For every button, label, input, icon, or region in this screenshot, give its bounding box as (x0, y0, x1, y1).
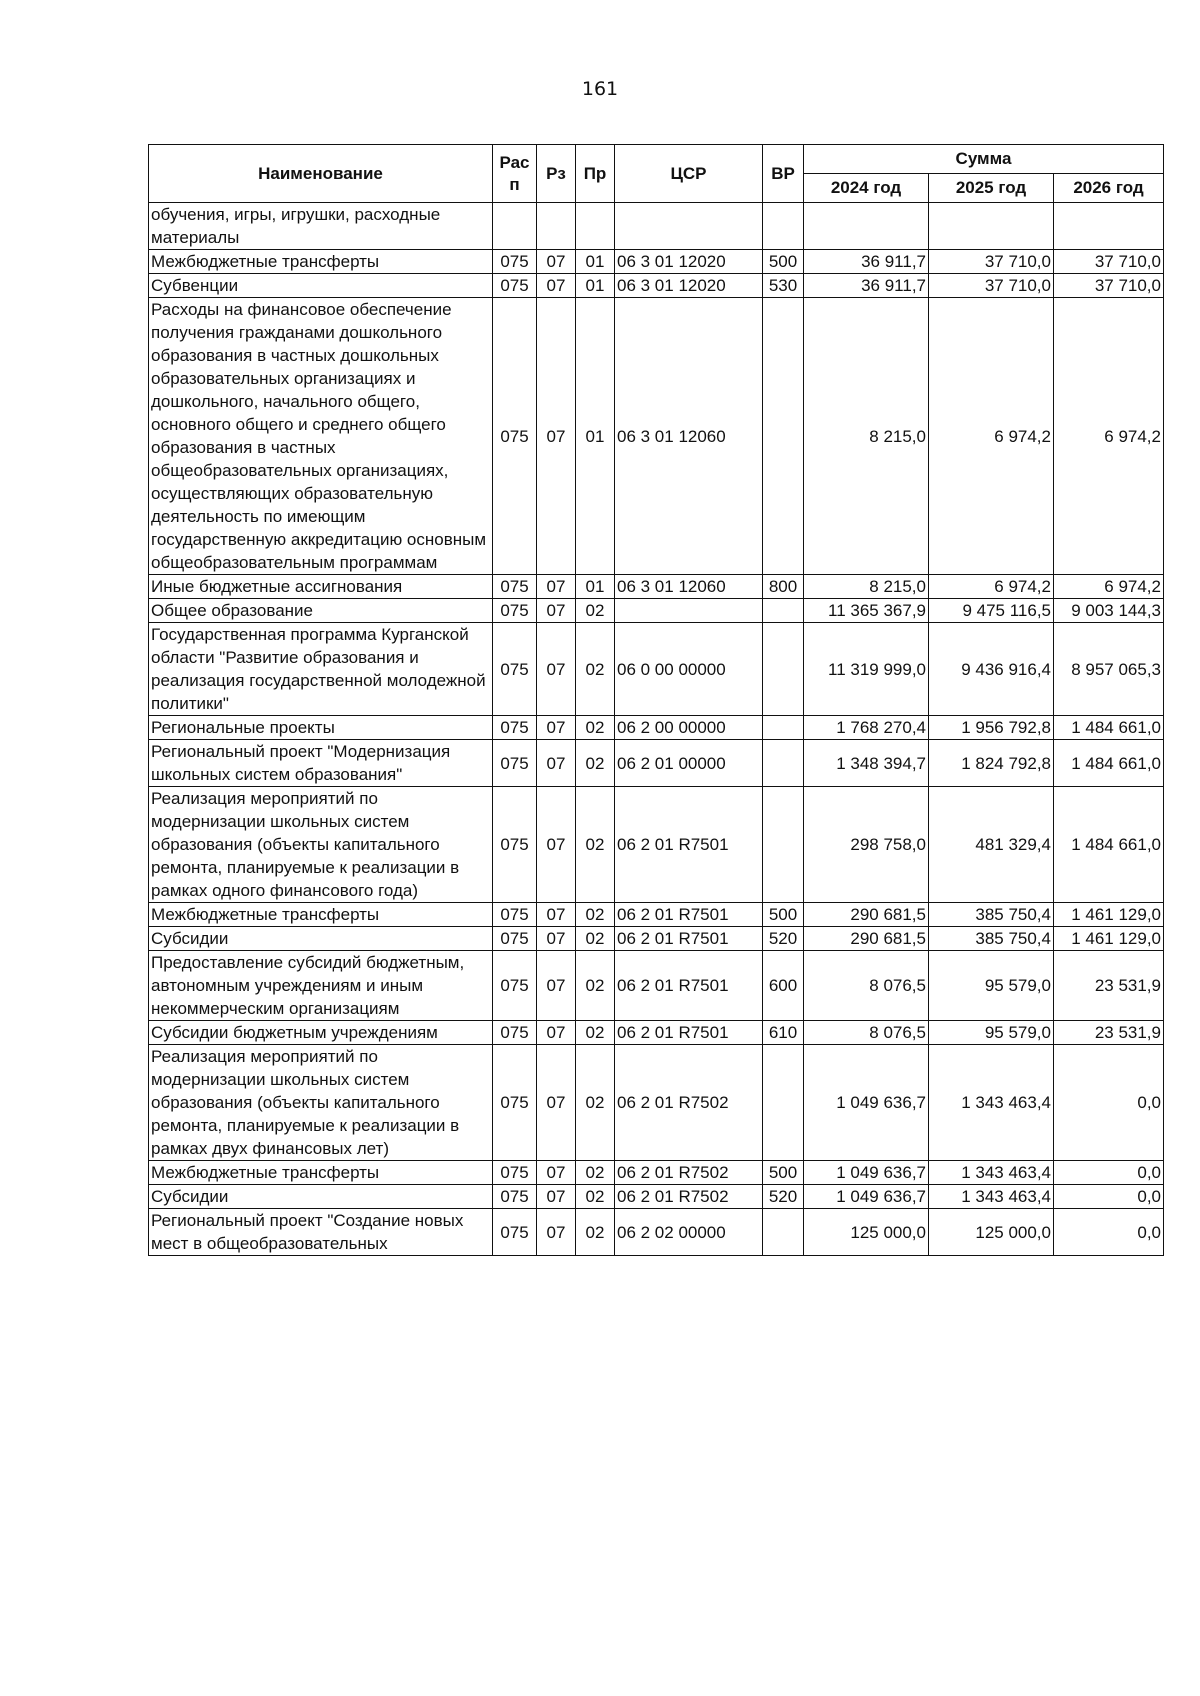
cell-rasp: 075 (493, 787, 537, 903)
cell-csr: 06 2 01 R7502 (615, 1045, 763, 1161)
cell-rasp: 075 (493, 298, 537, 575)
cell-rasp (493, 203, 537, 250)
cell-name: Реализация мероприятий по модернизации школьных систем образования (объекты капитального ремонта, планируемые к реализации в рамках одного финансового года) (149, 787, 493, 903)
cell-2026 (1054, 203, 1164, 250)
table-row (149, 1185, 1164, 1209)
cell-vr: 500 (763, 1161, 804, 1185)
cell-rz: 07 (537, 1045, 576, 1161)
cell-pr: 02 (576, 1045, 615, 1161)
table-row (149, 599, 1164, 623)
cell-rasp: 075 (493, 250, 537, 274)
cell-rz: 07 (537, 1185, 576, 1209)
cell-2025: 1 343 463,4 (929, 1185, 1054, 1209)
cell-name: Межбюджетные трансферты (149, 903, 493, 927)
cell-name: Субсидии бюджетным учреждениям (149, 1021, 493, 1045)
cell-vr: 610 (763, 1021, 804, 1045)
budget-table (148, 144, 1164, 1256)
cell-csr: 06 2 01 00000 (615, 740, 763, 787)
table-row (149, 623, 1164, 716)
cell-pr: 02 (576, 1161, 615, 1185)
cell-2026: 8 957 065,3 (1054, 623, 1164, 716)
cell-2025: 125 000,0 (929, 1209, 1054, 1256)
header-vr: ВР (763, 145, 804, 203)
cell-name: Межбюджетные трансферты (149, 250, 493, 274)
cell-rz (537, 203, 576, 250)
cell-rz: 07 (537, 740, 576, 787)
cell-rz: 07 (537, 274, 576, 298)
cell-csr: 06 2 00 00000 (615, 716, 763, 740)
cell-name: Субвенции (149, 274, 493, 298)
page-number: 161 (581, 78, 619, 100)
cell-rz: 07 (537, 599, 576, 623)
cell-2024: 11 319 999,0 (804, 623, 929, 716)
cell-2024: 8 076,5 (804, 951, 929, 1021)
cell-name: Межбюджетные трансферты (149, 1161, 493, 1185)
cell-2026: 0,0 (1054, 1185, 1164, 1209)
header-2026: 2026 год (1054, 174, 1164, 203)
cell-2026: 37 710,0 (1054, 250, 1164, 274)
cell-rasp: 075 (493, 1045, 537, 1161)
cell-2026: 23 531,9 (1054, 1021, 1164, 1045)
cell-2026: 1 484 661,0 (1054, 787, 1164, 903)
cell-2025: 1 824 792,8 (929, 740, 1054, 787)
cell-2026: 1 461 129,0 (1054, 903, 1164, 927)
cell-pr: 02 (576, 951, 615, 1021)
table-row (149, 787, 1164, 903)
table-row (149, 951, 1164, 1021)
cell-csr (615, 203, 763, 250)
cell-rz: 07 (537, 903, 576, 927)
cell-pr: 02 (576, 1185, 615, 1209)
cell-2025: 37 710,0 (929, 274, 1054, 298)
cell-2025: 9 436 916,4 (929, 623, 1054, 716)
cell-pr: 01 (576, 298, 615, 575)
cell-2024: 298 758,0 (804, 787, 929, 903)
cell-rz: 07 (537, 1021, 576, 1045)
cell-pr: 01 (576, 575, 615, 599)
cell-2024: 36 911,7 (804, 250, 929, 274)
cell-2026: 1 484 661,0 (1054, 716, 1164, 740)
cell-pr: 02 (576, 1209, 615, 1256)
cell-vr: 520 (763, 927, 804, 951)
table-row (149, 203, 1164, 250)
cell-2025 (929, 203, 1054, 250)
cell-2024: 290 681,5 (804, 927, 929, 951)
cell-rasp: 075 (493, 740, 537, 787)
cell-2024: 8 215,0 (804, 575, 929, 599)
cell-pr: 02 (576, 787, 615, 903)
cell-2024: 8 076,5 (804, 1021, 929, 1045)
cell-name: Предоставление субсидий бюджетным, автономным учреждениям и иным некоммерческим организациям (149, 951, 493, 1021)
header-name: Наименование (149, 145, 493, 203)
header-2024: 2024 год (804, 174, 929, 203)
cell-2026: 1 484 661,0 (1054, 740, 1164, 787)
table-row (149, 1021, 1164, 1045)
cell-2026: 6 974,2 (1054, 575, 1164, 599)
cell-name: Региональный проект "Создание новых мест в общеобразовательных (149, 1209, 493, 1256)
cell-rasp: 075 (493, 1209, 537, 1256)
cell-rz: 07 (537, 298, 576, 575)
header-2025: 2025 год (929, 174, 1054, 203)
cell-csr: 06 0 00 00000 (615, 623, 763, 716)
cell-rz: 07 (537, 716, 576, 740)
cell-pr: 02 (576, 927, 615, 951)
cell-2025: 37 710,0 (929, 250, 1054, 274)
cell-2025: 1 956 792,8 (929, 716, 1054, 740)
cell-csr: 06 2 01 R7501 (615, 787, 763, 903)
cell-2025: 1 343 463,4 (929, 1161, 1054, 1185)
cell-rasp: 075 (493, 599, 537, 623)
cell-rasp: 075 (493, 1185, 537, 1209)
cell-vr: 530 (763, 274, 804, 298)
cell-rasp: 075 (493, 927, 537, 951)
cell-csr: 06 2 02 00000 (615, 1209, 763, 1256)
cell-rasp: 075 (493, 575, 537, 599)
cell-2026: 0,0 (1054, 1161, 1164, 1185)
table-row (149, 716, 1164, 740)
cell-vr: 800 (763, 575, 804, 599)
cell-vr (763, 740, 804, 787)
cell-name: Общее образование (149, 599, 493, 623)
cell-vr: 600 (763, 951, 804, 1021)
cell-2026: 1 461 129,0 (1054, 927, 1164, 951)
table-row (149, 1045, 1164, 1161)
cell-rasp: 075 (493, 274, 537, 298)
cell-rasp: 075 (493, 623, 537, 716)
cell-2026: 9 003 144,3 (1054, 599, 1164, 623)
cell-rz: 07 (537, 787, 576, 903)
cell-rz: 07 (537, 575, 576, 599)
cell-2024: 1 049 636,7 (804, 1185, 929, 1209)
cell-2026: 37 710,0 (1054, 274, 1164, 298)
cell-name: Субсидии (149, 1185, 493, 1209)
header-pr: Пр (576, 145, 615, 203)
cell-rz: 07 (537, 1161, 576, 1185)
cell-csr: 06 2 01 R7501 (615, 927, 763, 951)
cell-vr (763, 1045, 804, 1161)
cell-rasp: 075 (493, 903, 537, 927)
cell-csr (615, 599, 763, 623)
cell-csr: 06 3 01 12060 (615, 575, 763, 599)
cell-vr (763, 1209, 804, 1256)
cell-rasp: 075 (493, 1161, 537, 1185)
table-row (149, 1161, 1164, 1185)
cell-2025: 1 343 463,4 (929, 1045, 1054, 1161)
cell-2024: 290 681,5 (804, 903, 929, 927)
cell-2024: 8 215,0 (804, 298, 929, 575)
cell-name: Иные бюджетные ассигнования (149, 575, 493, 599)
cell-csr: 06 2 01 R7501 (615, 903, 763, 927)
cell-csr: 06 2 01 R7502 (615, 1161, 763, 1185)
cell-2024: 125 000,0 (804, 1209, 929, 1256)
cell-2025: 385 750,4 (929, 927, 1054, 951)
table-row (149, 274, 1164, 298)
cell-pr: 02 (576, 716, 615, 740)
cell-2024: 1 348 394,7 (804, 740, 929, 787)
cell-csr: 06 2 01 R7501 (615, 951, 763, 1021)
cell-rasp: 075 (493, 716, 537, 740)
header-rz: Рз (537, 145, 576, 203)
table-row (149, 740, 1164, 787)
header-rasp: Рас п (493, 145, 537, 203)
cell-vr: 500 (763, 250, 804, 274)
cell-csr: 06 3 01 12060 (615, 298, 763, 575)
table-row (149, 575, 1164, 599)
cell-2024 (804, 203, 929, 250)
cell-pr: 02 (576, 599, 615, 623)
table-row (149, 298, 1164, 575)
cell-2024: 1 049 636,7 (804, 1161, 929, 1185)
cell-csr: 06 3 01 12020 (615, 274, 763, 298)
cell-2025: 385 750,4 (929, 903, 1054, 927)
table-row (149, 927, 1164, 951)
cell-vr (763, 623, 804, 716)
cell-2026: 23 531,9 (1054, 951, 1164, 1021)
cell-2025: 481 329,4 (929, 787, 1054, 903)
cell-pr: 02 (576, 740, 615, 787)
cell-2026: 0,0 (1054, 1209, 1164, 1256)
cell-2024: 1 049 636,7 (804, 1045, 929, 1161)
cell-pr: 01 (576, 274, 615, 298)
cell-2026: 0,0 (1054, 1045, 1164, 1161)
cell-rasp: 075 (493, 1021, 537, 1045)
cell-2025: 6 974,2 (929, 298, 1054, 575)
cell-pr: 02 (576, 1021, 615, 1045)
cell-csr: 06 3 01 12020 (615, 250, 763, 274)
header-csr: ЦСР (615, 145, 763, 203)
cell-2025: 9 475 116,5 (929, 599, 1054, 623)
cell-2026: 6 974,2 (1054, 298, 1164, 575)
cell-rz: 07 (537, 250, 576, 274)
cell-pr: 02 (576, 903, 615, 927)
cell-csr: 06 2 01 R7501 (615, 1021, 763, 1045)
cell-name: Государственная программа Курганской области "Развитие образования и реализация государственной молодежной политики" (149, 623, 493, 716)
cell-vr: 520 (763, 1185, 804, 1209)
cell-vr (763, 298, 804, 575)
cell-pr: 01 (576, 250, 615, 274)
cell-2025: 95 579,0 (929, 1021, 1054, 1045)
cell-name: Реализация мероприятий по модернизации школьных систем образования (объекты капитального ремонта, планируемые к реализации в рамках двух финансовых лет) (149, 1045, 493, 1161)
cell-2024: 1 768 270,4 (804, 716, 929, 740)
cell-2024: 36 911,7 (804, 274, 929, 298)
header-sum: Сумма (804, 145, 1164, 174)
cell-2025: 95 579,0 (929, 951, 1054, 1021)
cell-name: Расходы на финансовое обеспечение получения гражданами дошкольного образования в частных дошкольных образовательных организациях и дошкольного, начального общего, основного общего и среднего общего образования в частных общеобразовательных организациях, осуществляющих образовательную деятельность по имеющим государственную аккредитацию основным общеобразовательным программам (149, 298, 493, 575)
table-row (149, 1209, 1164, 1256)
cell-rz: 07 (537, 1209, 576, 1256)
cell-rz: 07 (537, 951, 576, 1021)
cell-2024: 11 365 367,9 (804, 599, 929, 623)
cell-vr (763, 203, 804, 250)
table-row (149, 250, 1164, 274)
cell-pr: 02 (576, 623, 615, 716)
cell-2025: 6 974,2 (929, 575, 1054, 599)
cell-name: Субсидии (149, 927, 493, 951)
cell-csr: 06 2 01 R7502 (615, 1185, 763, 1209)
cell-vr (763, 599, 804, 623)
cell-rz: 07 (537, 927, 576, 951)
cell-rz: 07 (537, 623, 576, 716)
cell-vr (763, 787, 804, 903)
cell-name: обучения, игры, игрушки, расходные материалы (149, 203, 493, 250)
cell-pr (576, 203, 615, 250)
table-row (149, 903, 1164, 927)
cell-name: Региональные проекты (149, 716, 493, 740)
cell-vr: 500 (763, 903, 804, 927)
cell-rasp: 075 (493, 951, 537, 1021)
cell-vr (763, 716, 804, 740)
cell-name: Региональный проект "Модернизация школьных систем образования" (149, 740, 493, 787)
